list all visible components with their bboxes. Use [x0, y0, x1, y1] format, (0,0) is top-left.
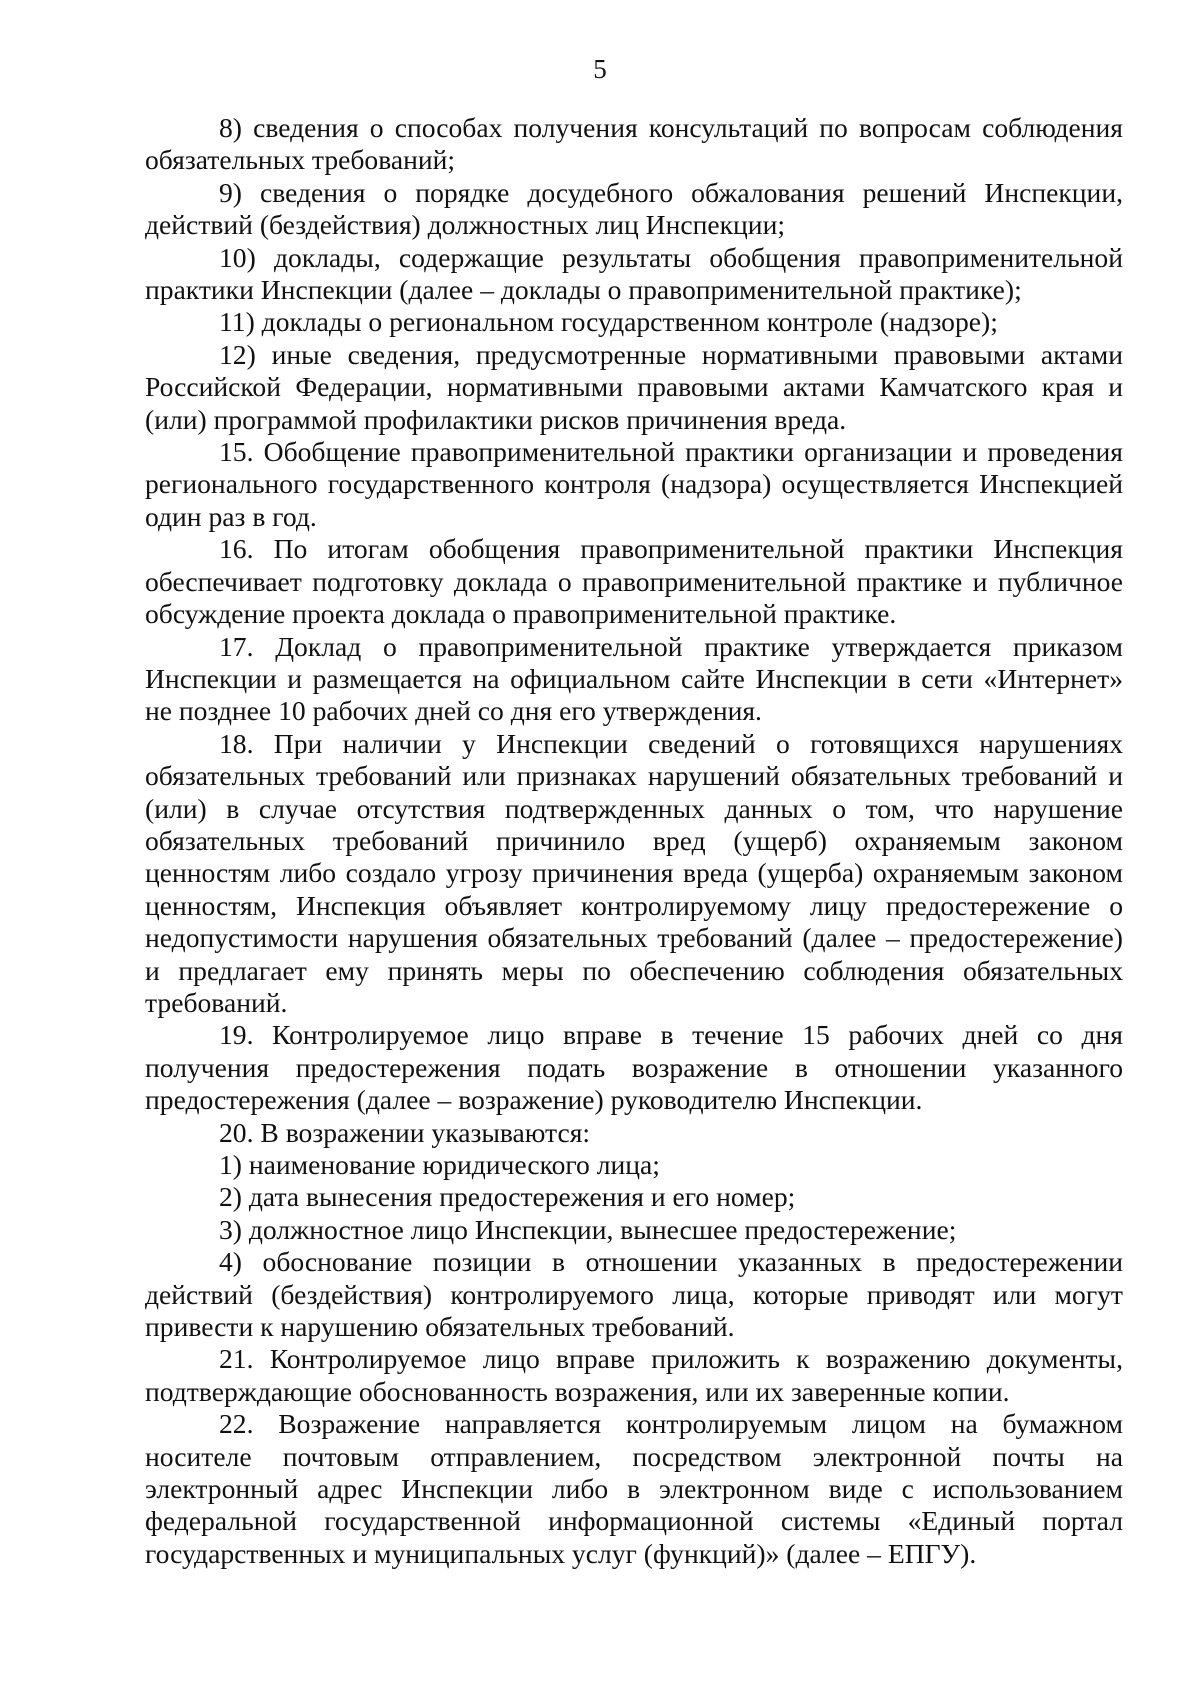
paragraph-item-11: 11) доклады о региональном государственном контроле (надзоре); — [219, 306, 998, 338]
paragraph-clause-16: 16. По итогам обобщения правоприменительной практики Инспекция обеспечивает подготовку доклада о правоприменительной практике и публичное обсуждение проекта доклада о правоприменительной практике. — [145, 533, 1123, 630]
paragraph-clause-15: 15. Обобщение правоприменительной практики организации и проведения регионального государственного контроля (надзора) осуществляется Инспекцией один раз в год. — [145, 436, 1123, 532]
paragraph-item-9: 9) сведения о порядке досудебного обжалования решений Инспекции, действий (бездействия) должностных лиц Инспекции; — [145, 176, 1123, 241]
paragraph-item-8: 8) сведения о способах получения консультаций по вопросам соблюдения обязательных требований; — [145, 112, 1123, 176]
paragraph-clause-20-item-1: 1) наименование юридического лица; — [219, 1149, 660, 1180]
page-number: 5 — [593, 54, 607, 84]
paragraph-item-10: 10) доклады, содержащие результаты обобщения правоприменительной практики Инспекции (далее – доклады о правоприменительной практике); — [145, 241, 1123, 306]
paragraph-clause-20-item-4: 4) обоснование позиции в отношении указанных в предостережении действий (бездействия) контролируемого лица, которые приводят или могут привести к нарушению обязательных требований. — [145, 1246, 1123, 1343]
paragraph-clause-19: 19. Контролируемое лицо вправе в течение 15 рабочих дней со дня получения предостережения подать возражение в отношении указанного предостережения (далее – возражение) руководителю Инспекции. — [145, 1019, 1123, 1116]
paragraph-clause-21: 21. Контролируемое лицо вправе приложить к возражению документы, подтверждающие обоснованность возражения, или их заверенные копии. — [145, 1343, 1123, 1407]
paragraph-clause-22: 22. Возражение направляется контролируемым лицом на бумажном носителе почтовым отправлением, посредством электронной почты на электронный адрес Инспекции либо в электронном виде с использованием федеральной государственной информационной системы «Единый портал государственных и муниципальных услуг (функций)» (далее – ЕПГУ). — [145, 1408, 1123, 1569]
paragraph-clause-17: 17. Доклад о правоприменительной практике утверждается приказом Инспекции и размещается на официальном сайте Инспекции в сети «Интернет» не позднее 10 рабочих дней со дня его утверждения. — [145, 630, 1123, 727]
paragraph-clause-20-item-3: 3) должностное лицо Инспекции, вынесшее предостережение; — [219, 1213, 957, 1245]
paragraph-clause-20-item-2: 2) дата вынесения предостережения и его номер; — [219, 1181, 796, 1213]
paragraph-clause-18: 18. При наличии у Инспекции сведений о готовящихся нарушениях обязательных требований или признаках нарушений обязательных требований и (или) в случае отсутствия подтвержденных данных о том, что нарушение обязательных требований причинило вред (ущерб) охраняемым законом ценностям либо создало угрозу причинения вреда (ущерба) охраняемым законом ценностям, Инспекция объявляет контролируемому лицу предостережение о недопустимости нарушения обязательных требований (далее – предостережение) и предлагает ему принять меры по обеспечению соблюдения обязательных требований. — [145, 727, 1123, 1018]
document-body — [145, 112, 1123, 1570]
paragraph-clause-20: 20. В возражении указываются: — [219, 1116, 591, 1148]
paragraph-item-12: 12) иные сведения, предусмотренные нормативными правовыми актами Российской Федерации, нормативными правовыми актами Камчатского края и (или) программой профилактики рисков причинения вреда. — [145, 338, 1123, 435]
